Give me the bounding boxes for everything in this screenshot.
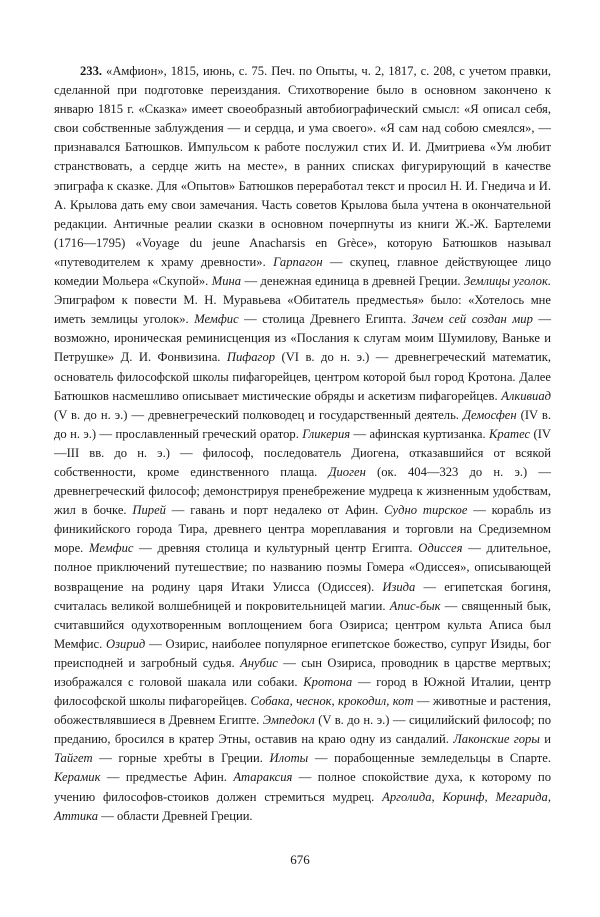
commentary-run: Эпиграфом к повести М. Н. Муравьева «Обитатель предместья» было: «Хотелось мне иметь землицы уголок». xyxy=(54,293,551,327)
commentary-page xyxy=(54,62,551,826)
commentary-run: (IV—III вв. до н. э.) — философ, последователь Диогена, отказавшийся от всякой собственности, кроме единственного плаща. xyxy=(54,426,551,479)
glossed-term: Озирид xyxy=(106,636,146,651)
glossed-term: Судно тирское xyxy=(384,503,468,518)
glossed-term: Лаконские горы xyxy=(453,732,540,747)
glossed-term: Илоты xyxy=(269,751,309,766)
commentary-run: — город в Южной Италии, центр философской школы пифагорейцев. xyxy=(54,675,551,709)
glossed-term: Алкивиад xyxy=(501,388,551,403)
glossed-term: Апис-бык xyxy=(389,598,441,613)
commentary-run: — денежная единица в древней Греции. xyxy=(241,274,464,289)
glossed-term: Гликерия xyxy=(302,426,351,441)
glossed-term: Пирей xyxy=(132,503,166,518)
commentary-run: — области Древней Греции. xyxy=(98,808,253,823)
commentary-run: и xyxy=(539,732,551,747)
commentary-run: — полное спокойствие духа, к которому по учению философов-стоиков должен стремиться мудрец. xyxy=(54,770,551,804)
commentary-run: — сын Озириса, проводник в царстве мертвых; изображался с головой шакала или собаки. xyxy=(54,655,551,689)
glossed-term: Кротона xyxy=(303,675,353,689)
commentary-run: — скупец, главное действующее лицо комедии Мольера «Скупой». xyxy=(54,254,551,289)
commentary-run: — животные и растения, обожествлявшиеся в Древнем Египте. xyxy=(54,694,551,728)
commentary-run: — длительное, полное приключений путешествие; по названию поэмы Гомера «Одиссея», описывающей возвращение на родину царя Итаки Улисса (Одиссея). xyxy=(54,541,552,594)
commentary-run: — афинская куртизанка. xyxy=(350,426,490,441)
glossed-term: Землицы уголок. xyxy=(463,274,551,289)
glossed-term: Пифагор xyxy=(226,350,276,365)
glossed-term: Эмпедокл xyxy=(262,713,315,728)
commentary-run: (V в. до н. э.) — древнегреческий полководец и государственный деятель. xyxy=(54,407,463,422)
glossed-term: Мемфис xyxy=(194,312,239,327)
glossed-term: Керамик xyxy=(54,770,101,785)
commentary-run: (VI в. до н. э.) — древнегреческий математик, основатель философской школы пифагорейцев, центром которой был город Кротона. Далее Батюшков насмешливо описывает мистические обряды и аскетизм пифагорейцев. xyxy=(54,350,551,403)
commentary-run: — столица Древнего Египта. xyxy=(238,312,412,327)
commentary-run: (ок. 404—323 до н. э.) — древнегреческий философ; демонстрируя пренебрежение мудреца к жизненным удобствам, жил в бочке. xyxy=(54,464,551,518)
glossed-term: Собака, чеснок, крокодил, кот xyxy=(250,694,414,709)
glossed-term: Мина xyxy=(211,274,242,289)
glossed-term: Демосфен xyxy=(462,407,517,422)
commentary-run: «Амфион», 1815, июнь, с. 75. Печ. по Опыты, ч. 2, 1817, с. 208, с учетом правки, сделанной при подготовке переиздания. Стихотворение было в основном закончено к январю 1815 г. «Сказка» имеет своеобразный автобиографический смысл: «Я описал себя, свои собственные заблуждения — и сердца, и ума своего». «Я сам над собою смеялся», — признавался Батюшков. Импульсом к работе послужил стих И. И. Дмитриева «Ум любит странствовать, а сердце жить на месте», в ранних списках фигурирующий в качестве эпиграфа к сказке. Для «Опытов» Батюшков переработал текст и просил Н. И. Гнедича и И. А. Крылова дать ему свои замечания. Часть советов Крылова была учтена в окончательной редакции. Античные реалии сказки в основном почерпнуты из книги Ж.-Ж. Бартелеми (1716—1795) «Voyage du jeune Anacharsis en Grèce», которую Батюшков называл «путеводителем к храму древности». xyxy=(54,64,551,269)
commentary-run: — Озирис, наиболее популярное египетское божество, супруг Изиды, бог преисподней и загробный судья. xyxy=(54,636,551,670)
commentary-run: — порабощенные земледельцы в Спарте. xyxy=(308,751,551,766)
glossed-term: Тайгет xyxy=(54,751,93,766)
glossed-term: Мемфис xyxy=(89,541,134,556)
commentary-run: — гавань и порт недалеко от Афин. xyxy=(165,503,385,518)
commentary-run: — древняя столица и культурный центр Египта. xyxy=(133,541,419,556)
commentary-text xyxy=(54,64,551,823)
glossed-term: Анубис xyxy=(240,655,278,670)
glossed-term: Атараксия xyxy=(233,770,293,785)
commentary-run: — возможно, ироническая реминисценция из «Послания к слугам моим Шумилову, Ваньке и Петрушке» Д. И. Фонвизина. xyxy=(54,312,551,365)
commentary-run: — предместье Афин. xyxy=(100,770,234,785)
commentary-run: (V в. до н. э.) — сицилийский философ; по преданию, бросился в кратер Этны, оставив на краю одну из сандалий. xyxy=(54,713,551,747)
page-number: 676 xyxy=(290,852,310,867)
commentary-run: — священный бык, считавшийся одухотворенным воплощением бога Озириса; центром культа Аписа был Мемфис. xyxy=(54,598,552,651)
commentary-entry-233 xyxy=(54,62,551,826)
commentary-run: — египетская богиня, считалась великой волшебницей и покровительницей магии. xyxy=(54,579,551,613)
glossed-term: Диоген xyxy=(328,464,366,479)
glossed-term: Одиссея xyxy=(418,541,463,556)
commentary-run: — горные хребты в Греции. xyxy=(92,751,270,766)
glossed-term: Гарпагон xyxy=(273,254,323,269)
glossed-term: Изида xyxy=(382,579,416,594)
commentary-run: — корабль из финикийского города Тира, древнего центра мореплавания и торговли на Средиземном море. xyxy=(54,503,552,556)
glossed-term: Зачем сей создан мир xyxy=(411,312,533,327)
glossed-term: Кратес xyxy=(489,426,531,441)
commentary-run: (IV в. до н. э.) — прославленный греческий оратор. xyxy=(54,407,551,441)
glossed-term: Арголида, Коринф, Мегарида, Аттика xyxy=(54,789,551,823)
entry-number: 233. xyxy=(80,64,103,78)
